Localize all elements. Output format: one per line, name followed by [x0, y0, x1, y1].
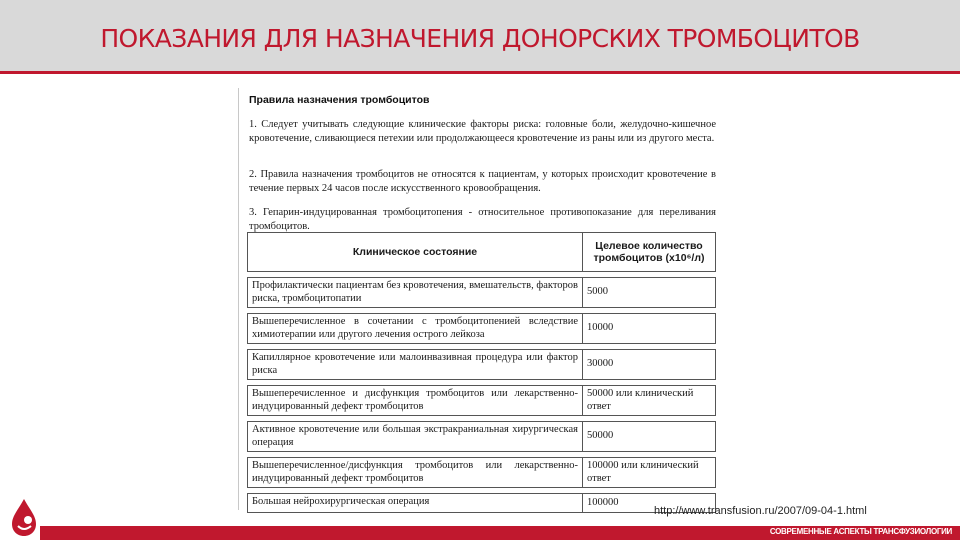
condition-cell: Большая нейрохирургическая операция — [248, 494, 583, 513]
target-cell: 30000 — [583, 350, 716, 380]
condition-cell: Вышеперечисленное в сочетании с тромбоцитопенией вследствие химиотерапии или другого лечения острого лейкоза — [248, 314, 583, 344]
condition-cell: Вышеперечисленное/дисфункция тромбоцитов или лекарственно-индуцированный дефект тромбоцитов — [248, 458, 583, 488]
footer-bar — [40, 526, 960, 540]
table-row — [248, 422, 716, 452]
rule-paragraph-3: 3. Гепарин-индуцированная тромбоцитопения - относительное противопоказание для переливания тромбоцитов. — [249, 207, 716, 232]
condition-cell: Вышеперечисленное и дисфункция тромбоцитов или лекарственно-индуцированный дефект тромбоцитов — [248, 386, 583, 416]
target-cell: 10000 — [583, 314, 716, 344]
document-scan — [238, 88, 721, 510]
footer-caption: СОВРЕМЕННЫЕ АСПЕКТЫ ТРАНСФУЗИОЛОГИИ — [769, 527, 952, 536]
table-row — [248, 278, 716, 308]
header-condition: Клиническое состояние — [248, 233, 583, 272]
condition-cell: Активное кровотечение или большая экстракраниальная хирургическая операция — [248, 422, 583, 452]
rule-paragraph-1: 1. Следует учитывать следующие клинические факторы риска: головные боли, желудочно-кишечное кровотечение, сливающиеся петехии или продолжающееся кровотечение из раны или из другого места. — [249, 119, 716, 144]
platelet-indications-table — [247, 232, 716, 513]
target-cell: 100000 — [583, 494, 716, 513]
source-link[interactable]: http://www.transfusion.ru/2007/09-04-1.html — [654, 505, 867, 517]
target-cell: 50000 — [583, 422, 716, 452]
target-cell: 50000 или клинический ответ — [583, 386, 716, 416]
title-band — [0, 0, 960, 74]
table-row — [248, 386, 716, 416]
table-row — [248, 458, 716, 488]
condition-cell: Профилактически пациентам без кровотечения, вмешательств, факторов риска, тромбоцитопатии — [248, 278, 583, 308]
table-row — [248, 314, 716, 344]
table-row — [248, 350, 716, 380]
table-row — [248, 494, 716, 513]
slide-title: ПОКАЗАНИЯ ДЛЯ НАЗНАЧЕНИЯ ДОНОРСКИХ ТРОМБОЦИТОВ — [100, 24, 860, 53]
header-target: Целевое количество тромбоцитов (x10⁶/л) — [583, 233, 716, 272]
table-header-row — [248, 233, 716, 272]
condition-cell: Капиллярное кровотечение или малоинвазивная процедура или фактор риска — [248, 350, 583, 380]
rule-paragraph-2: 2. Правила назначения тромбоцитов не относятся к пациентам, у которых происходит кровотечение в течение первых 24 часов после искусственного кровообращения. — [249, 169, 716, 194]
target-cell: 100000 или клинический ответ — [583, 458, 716, 488]
target-cell: 5000 — [583, 278, 716, 308]
blood-drop-logo-icon — [6, 496, 42, 538]
document-heading: Правила назначения тромбоцитов — [249, 94, 430, 106]
